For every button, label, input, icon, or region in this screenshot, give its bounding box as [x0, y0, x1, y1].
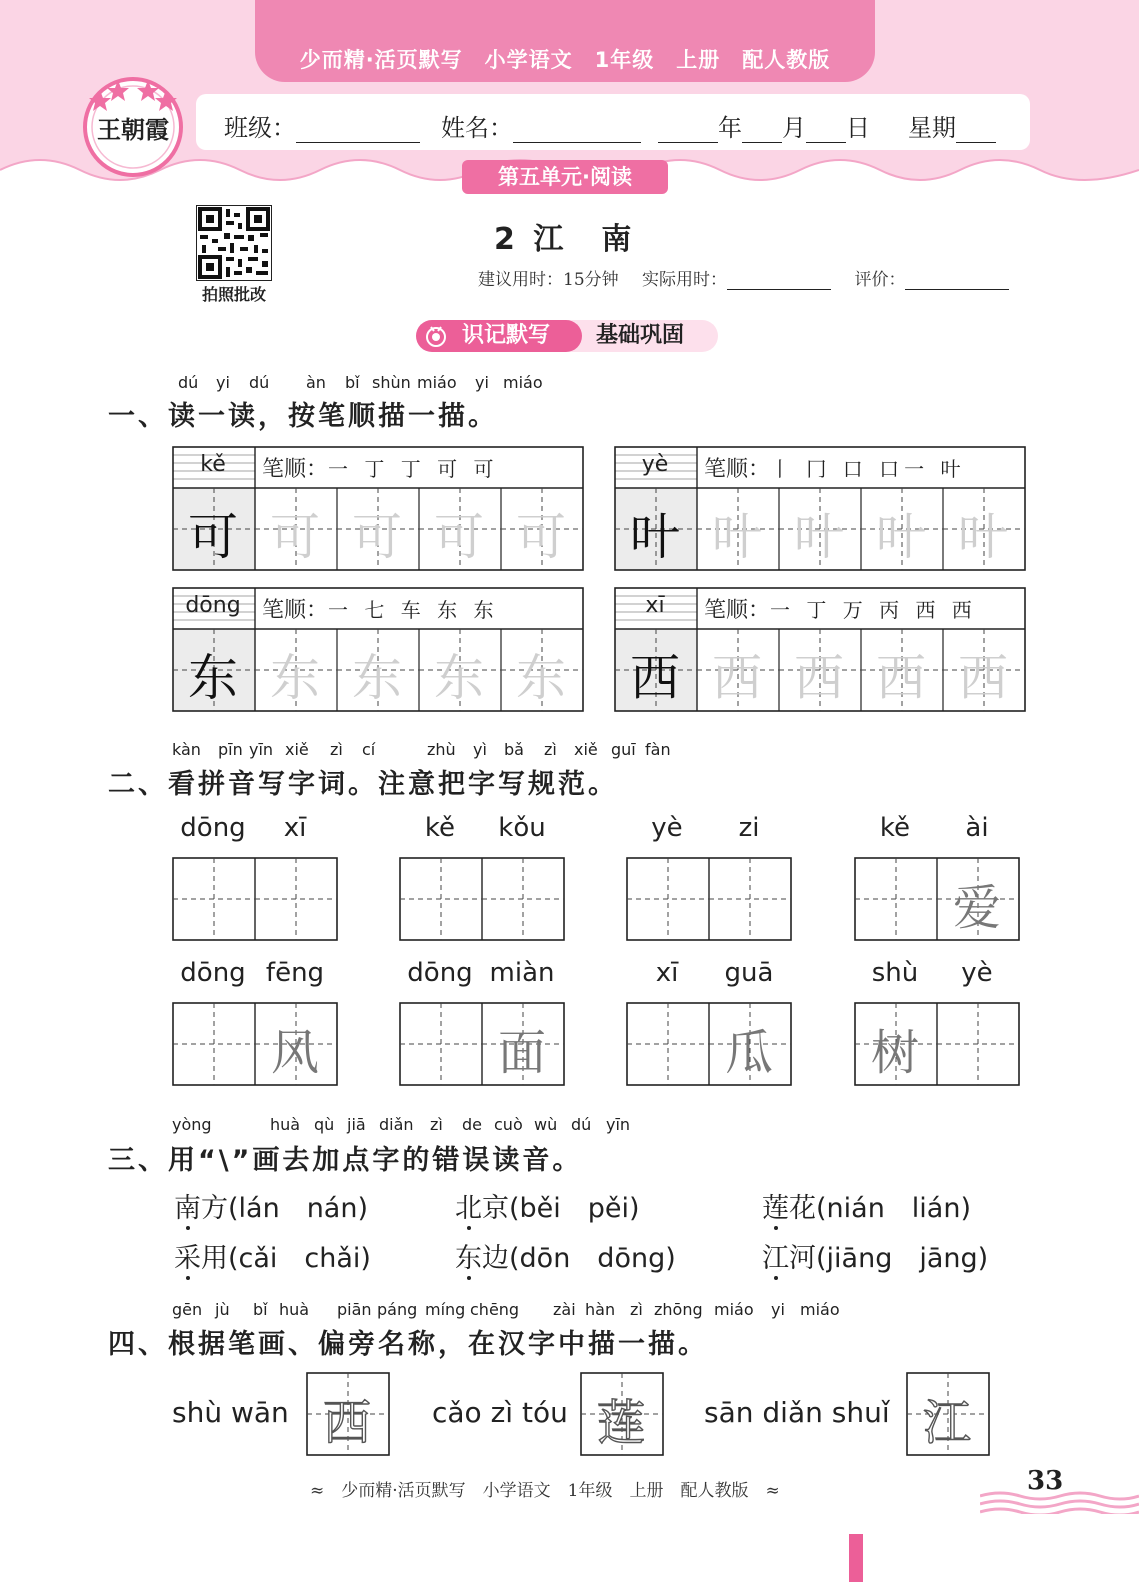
- year-label: 年: [718, 114, 742, 142]
- q2-pinyin: cí: [362, 740, 376, 759]
- model-character: 西: [630, 649, 680, 707]
- trace-character[interactable]: 东: [434, 649, 484, 707]
- q2-pinyin: xiě: [574, 740, 598, 759]
- q4-pinyin: yi: [771, 1300, 785, 1319]
- unit-badge: 第五单元·阅读: [462, 160, 668, 194]
- name-blank[interactable]: [513, 121, 641, 143]
- q3-pinyin: de: [462, 1115, 482, 1134]
- trace-character[interactable]: 叶: [876, 508, 926, 566]
- q3-pinyin: dú: [571, 1115, 592, 1134]
- trace-character[interactable]: 叶: [712, 508, 762, 566]
- word-rest: 方: [201, 1193, 228, 1224]
- q3-pinyin: wù: [534, 1115, 558, 1134]
- q1-pinyin: miáo: [417, 373, 457, 392]
- pronunciation-item[interactable]: [762, 1186, 971, 1225]
- q4-pinyin: míng: [425, 1300, 466, 1319]
- date-field[interactable]: [658, 108, 870, 143]
- q2-pinyin: yīn: [249, 740, 274, 759]
- word-pinyin: shù: [871, 958, 919, 988]
- model-character: 叶: [630, 508, 680, 566]
- class-blank[interactable]: [296, 121, 420, 143]
- q4-pinyin: piān: [337, 1300, 372, 1319]
- pronunciation-item[interactable]: [762, 1236, 988, 1275]
- word-rest: 边: [482, 1243, 509, 1274]
- stroke-order: [262, 452, 498, 483]
- time-info: [478, 265, 1009, 290]
- q2-pinyin: yì: [473, 740, 487, 759]
- q3-pinyin: jiā: [347, 1115, 366, 1134]
- q4-title: 四、根据笔画、偏旁名称，在汉字中描一描。: [108, 1329, 708, 1360]
- trace-character[interactable]: 西: [794, 649, 844, 707]
- q4-pinyin: gēn: [172, 1300, 203, 1319]
- pinyin-options[interactable]: (běi pěi): [509, 1193, 640, 1224]
- page-edge-bar: [849, 1534, 863, 1582]
- trace-character[interactable]: 西: [876, 649, 926, 707]
- word-pinyin: kǒu: [498, 813, 546, 843]
- day-blank[interactable]: [806, 121, 846, 143]
- pronunciation-item[interactable]: [455, 1236, 676, 1275]
- q4-pinyin: zì: [630, 1300, 643, 1319]
- q1-pinyin: yi: [475, 373, 489, 392]
- footer-text: ≈ 少而精·活页默写 小学语文 1年级 上册 配人教版 ≈: [310, 1481, 780, 1501]
- actual-time-label: 实际用时：: [642, 270, 728, 290]
- word-rest: 用: [201, 1243, 228, 1274]
- char-pinyin: kě: [200, 452, 226, 477]
- dotted-character: 北: [455, 1193, 482, 1224]
- model-character: 东: [188, 649, 238, 707]
- trace-character[interactable]: 可: [516, 508, 566, 566]
- dotted-character: 江: [762, 1243, 789, 1274]
- lesson-title: 2 江 南: [494, 222, 636, 257]
- q1-title: 一、读一读，按笔顺描一描。: [108, 401, 498, 432]
- q3-title: 三、用“\”画去加点字的错误读音。: [108, 1145, 583, 1176]
- word-pinyin: xī: [283, 813, 307, 843]
- q3-pinyin: zì: [430, 1115, 443, 1134]
- q3-pinyin: qù: [314, 1115, 335, 1134]
- trace-character[interactable]: 东: [516, 649, 566, 707]
- q3-pinyin: yòng: [172, 1115, 212, 1134]
- stroke-label-text: 笔顺：: [704, 457, 771, 482]
- qr-label: 拍照批改: [201, 285, 266, 304]
- page-number: 33: [1027, 1466, 1064, 1496]
- pronunciation-item[interactable]: [174, 1186, 368, 1225]
- radical-name: sān diǎn shuǐ: [704, 1396, 890, 1429]
- stroke-order: [262, 593, 498, 624]
- radical-name: cǎo zì tóu: [432, 1396, 568, 1429]
- pinyin-options[interactable]: (lán nán): [228, 1193, 368, 1224]
- stroke-sequence: 丨 冂 口 口一 叶: [770, 457, 966, 481]
- outline-character[interactable]: 江: [922, 1395, 971, 1451]
- medal-icon: [425, 325, 447, 347]
- q1-pinyin: yi: [216, 373, 230, 392]
- day-label: 日: [846, 114, 870, 142]
- outline-character[interactable]: 西: [322, 1395, 371, 1451]
- q2-pinyin: guī: [611, 740, 636, 759]
- q2-pinyin: zhù: [427, 740, 456, 759]
- word-rest: 京: [482, 1193, 509, 1224]
- word-rest: 花: [789, 1193, 816, 1224]
- dotted-character: 莲: [762, 1193, 789, 1224]
- word-pinyin: guā: [724, 958, 774, 988]
- q4-pinyin: hàn: [585, 1300, 616, 1319]
- q1-pinyin: àn: [306, 373, 326, 392]
- q4-pinyin: bǐ: [253, 1300, 268, 1319]
- pinyin-options[interactable]: (nián lián): [816, 1193, 971, 1224]
- word-pinyin: kě: [424, 813, 456, 843]
- writing-grid[interactable]: [172, 857, 338, 941]
- stroke-sequence: 一 丁 万 丙 西 西: [770, 598, 977, 622]
- word-pinyin: xī: [655, 958, 679, 988]
- pinyin-options[interactable]: (jiāng jāng): [816, 1243, 989, 1274]
- word-pinyin: yè: [651, 813, 683, 843]
- trace-character[interactable]: 西: [712, 649, 762, 707]
- char-pinyin: dōng: [185, 593, 241, 618]
- name-label: 姓名：: [441, 114, 513, 142]
- given-character: 爱: [952, 880, 1001, 936]
- q1-pinyin: dú: [178, 373, 199, 392]
- char-pinyin: yè: [641, 452, 669, 477]
- dotted-character: 采: [174, 1243, 201, 1274]
- qr-code-icon[interactable]: [196, 205, 272, 281]
- given-character: 树: [870, 1025, 919, 1081]
- week-label: 星期: [908, 114, 956, 142]
- word-pinyin: fēng: [265, 958, 325, 988]
- q2-pinyin: pīn: [218, 740, 243, 759]
- pinyin-options[interactable]: (dōn dōng): [509, 1243, 676, 1274]
- stroke-sequence: 一 七 车 东 东: [328, 598, 499, 622]
- stroke-label-text: 笔顺：: [704, 598, 771, 623]
- q4-pinyin: miáo: [714, 1300, 754, 1319]
- year-blank[interactable]: [658, 121, 718, 143]
- word-pinyin: ài: [965, 813, 989, 843]
- word-pinyin: zi: [738, 813, 760, 843]
- month-label: 月: [782, 114, 806, 142]
- section-subtitle: 基础巩固: [596, 323, 685, 348]
- word-rest: 河: [789, 1243, 816, 1274]
- stroke-order: [704, 452, 965, 483]
- stroke-label-text: 笔顺：: [262, 598, 329, 623]
- q2-title: 二、看拼音写字词。注意把字写规范。: [108, 769, 618, 800]
- given-character: 风: [270, 1025, 319, 1081]
- month-blank[interactable]: [742, 121, 782, 143]
- dotted-character: 南: [174, 1193, 201, 1224]
- evaluation-blank[interactable]: [905, 272, 1009, 290]
- actual-time-blank[interactable]: [727, 272, 831, 290]
- q1-pinyin: shùn: [372, 373, 411, 392]
- q3-pinyin: huà: [270, 1115, 301, 1134]
- pinyin-options[interactable]: (cǎi chǎi): [228, 1243, 371, 1274]
- q4-pinyin: miáo: [800, 1300, 840, 1319]
- model-character: 可: [188, 508, 238, 566]
- class-label: 班级：: [224, 114, 296, 142]
- trace-character[interactable]: 叶: [794, 508, 844, 566]
- radical-name: shù wān: [172, 1396, 289, 1429]
- word-pinyin: kě: [879, 813, 911, 843]
- trace-character[interactable]: 可: [434, 508, 484, 566]
- trace-character[interactable]: 可: [352, 508, 402, 566]
- trace-character[interactable]: 西: [958, 649, 1008, 707]
- stroke-sequence: 一 丁 丁 可 可: [328, 457, 499, 481]
- class-field[interactable]: [224, 108, 420, 143]
- section-tag: 识记默写: [416, 320, 582, 352]
- q3-pinyin: diǎn: [379, 1115, 414, 1134]
- dotted-character: 东: [455, 1243, 482, 1274]
- q4-pinyin: jù: [215, 1300, 230, 1319]
- trace-character[interactable]: 可: [270, 508, 320, 566]
- word-pinyin: yè: [961, 958, 993, 988]
- logo: [80, 72, 186, 178]
- given-character: 瓜: [724, 1025, 773, 1081]
- q1-pinyin: miáo: [503, 373, 543, 392]
- q2-pinyin: xiě: [285, 740, 309, 759]
- trace-character[interactable]: 东: [352, 649, 402, 707]
- week-field[interactable]: [908, 108, 996, 143]
- q4-pinyin: huà: [279, 1300, 310, 1319]
- stroke-label-text: 笔顺：: [262, 457, 329, 482]
- q3-pinyin: yīn: [606, 1115, 631, 1134]
- suggested-time: 建议用时：15分钟: [478, 270, 619, 290]
- q2-pinyin: zì: [330, 740, 343, 759]
- series-title: 少而精·活页默写 小学语文 1年级 上册 配人教版: [299, 48, 831, 72]
- q4-pinyin: chēng: [470, 1300, 520, 1319]
- q2-pinyin: zì: [544, 740, 557, 759]
- q2-pinyin: bǎ: [504, 740, 524, 759]
- q4-pinyin: zài: [553, 1300, 576, 1319]
- given-character: 面: [497, 1025, 546, 1081]
- trace-character[interactable]: 叶: [958, 508, 1008, 566]
- outline-character[interactable]: 莲: [596, 1395, 645, 1451]
- logo-text: 王朝霞: [97, 115, 169, 144]
- q4-pinyin: zhōng: [654, 1300, 703, 1319]
- word-pinyin: miàn: [489, 958, 555, 988]
- word-pinyin: dōng: [407, 958, 473, 988]
- char-pinyin: xī: [645, 593, 665, 618]
- word-pinyin: dōng: [180, 958, 246, 988]
- q1-pinyin: bǐ: [345, 373, 360, 392]
- evaluation-label: 评价：: [854, 270, 906, 290]
- writing-grid[interactable]: [399, 857, 565, 941]
- q4-pinyin: páng: [377, 1300, 418, 1319]
- q2-pinyin: kàn: [172, 740, 201, 759]
- q2-pinyin: fàn: [645, 740, 671, 759]
- q1-pinyin: dú: [249, 373, 270, 392]
- pronunciation-item[interactable]: [455, 1186, 640, 1225]
- trace-character[interactable]: 东: [270, 649, 320, 707]
- pronunciation-item[interactable]: [174, 1236, 371, 1275]
- word-pinyin: dōng: [180, 813, 246, 843]
- writing-grid[interactable]: [626, 857, 792, 941]
- q3-pinyin: cuò: [494, 1115, 523, 1134]
- name-field[interactable]: [441, 108, 641, 143]
- week-blank[interactable]: [956, 121, 996, 143]
- stroke-order: [704, 593, 977, 624]
